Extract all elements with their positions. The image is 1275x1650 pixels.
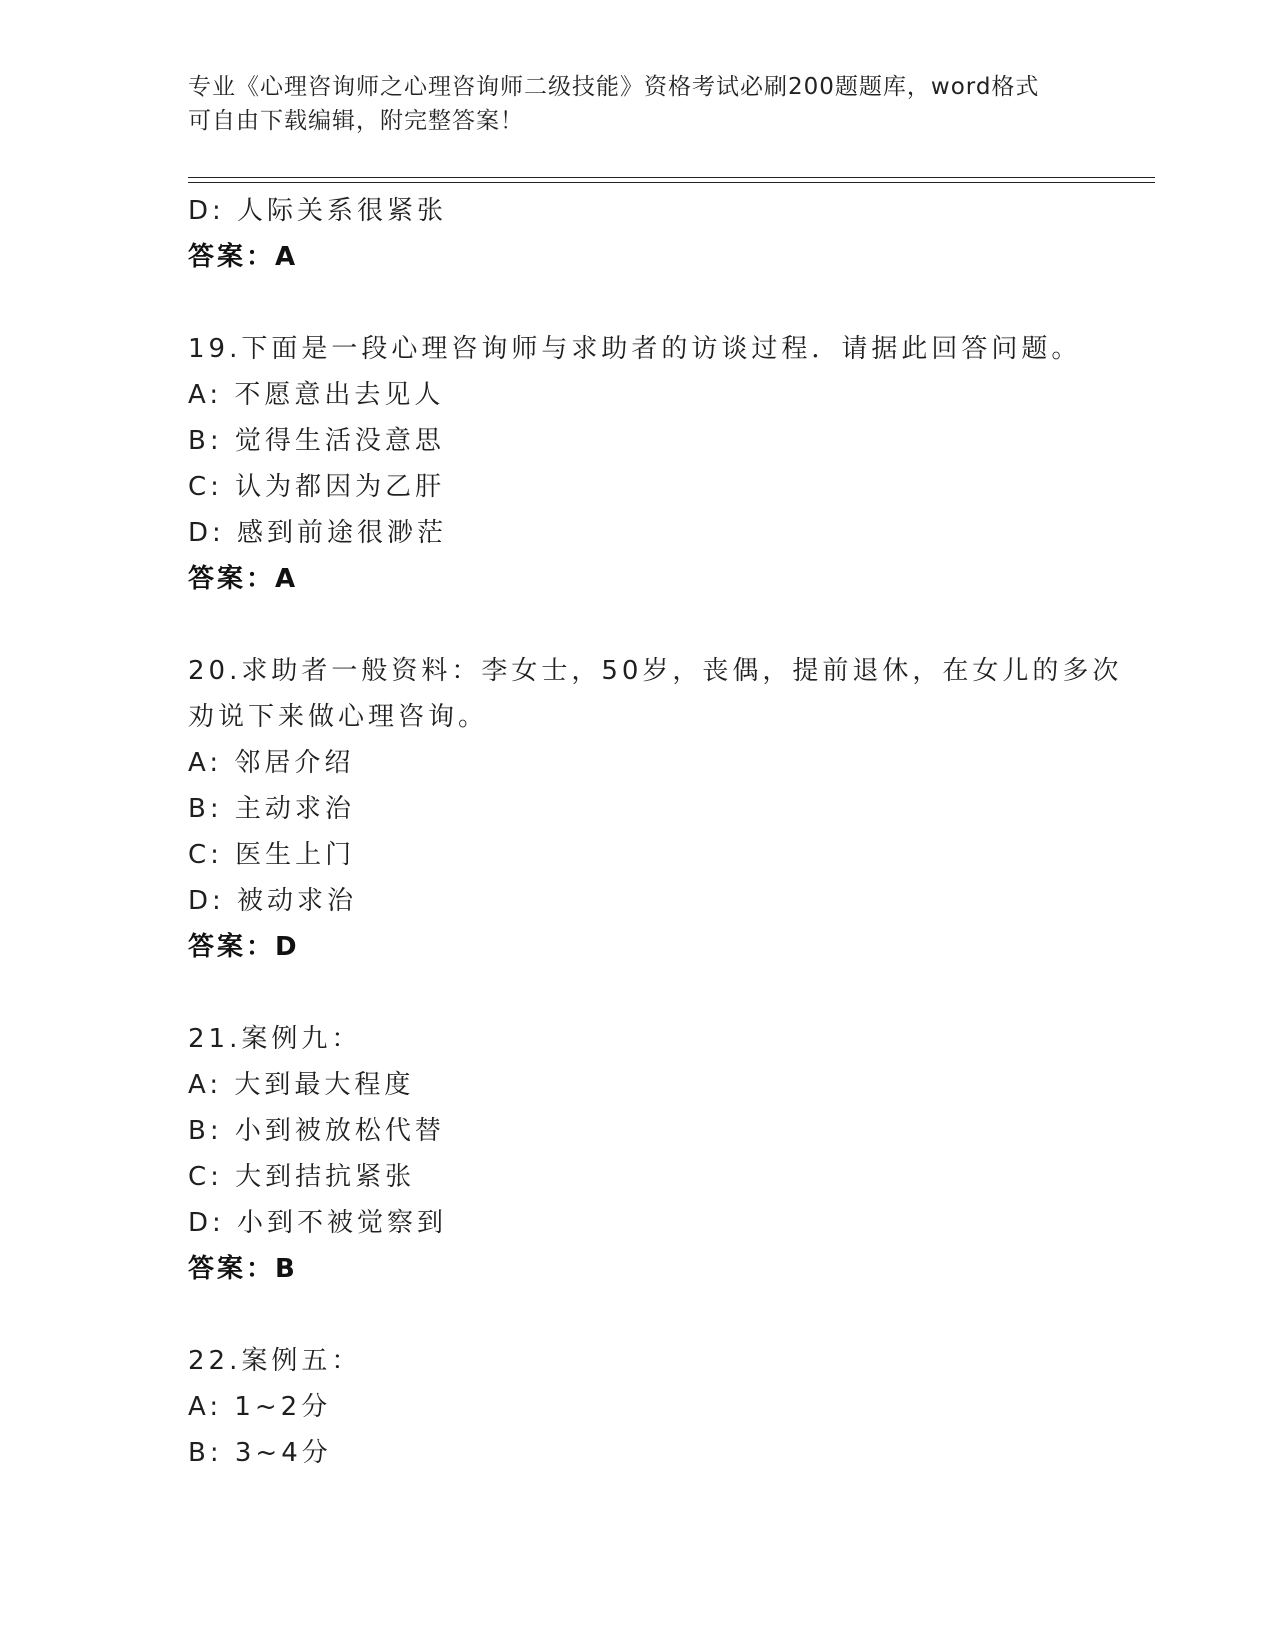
document-header bbox=[188, 70, 1088, 138]
option-d: D: 被动求治 bbox=[188, 886, 358, 916]
answer-line: 答案：A bbox=[188, 242, 299, 272]
question-stem: 22.案例五： bbox=[188, 1346, 362, 1376]
question-20 bbox=[188, 648, 1148, 970]
option-b: B: 主动求治 bbox=[188, 794, 355, 824]
question-22 bbox=[188, 1338, 1148, 1476]
question-stem: 21.案例九： bbox=[188, 1024, 362, 1054]
answer-line: 答案：B bbox=[188, 1254, 298, 1284]
spacer bbox=[188, 602, 1148, 648]
option-a: A: 1~2分 bbox=[188, 1392, 332, 1422]
option-d: D: 人际关系很紧张 bbox=[188, 196, 448, 226]
header-divider-top bbox=[188, 177, 1155, 178]
question-stem: 19.下面是一段心理咨询师与求助者的访谈过程．请据此回答问题。 bbox=[188, 334, 1082, 364]
option-a: A: 不愿意出去见人 bbox=[188, 380, 445, 410]
header-divider-bottom bbox=[188, 182, 1155, 183]
header-title-line-1: 专业《心理咨询师之心理咨询师二级技能》资格考试必刷200题题库，word格式 bbox=[188, 74, 1040, 100]
spacer bbox=[188, 970, 1148, 1016]
question-21 bbox=[188, 1016, 1148, 1292]
option-a: A: 大到最大程度 bbox=[188, 1070, 415, 1100]
option-b: B: 觉得生活没意思 bbox=[188, 426, 445, 456]
option-b: B: 3~4分 bbox=[188, 1438, 332, 1468]
question-stem: 20.求助者一般资料：李女士，50岁，丧偶，提前退休，在女儿的多次 bbox=[188, 656, 1123, 686]
option-a: A: 邻居介绍 bbox=[188, 748, 355, 778]
option-c: C: 医生上门 bbox=[188, 840, 356, 870]
spacer bbox=[188, 280, 1148, 326]
spacer bbox=[188, 1292, 1148, 1338]
answer-line: 答案：A bbox=[188, 564, 299, 594]
header-title-line-2: 可自由下载编辑，附完整答案！ bbox=[188, 108, 524, 134]
option-b: B: 小到被放松代替 bbox=[188, 1116, 445, 1146]
option-c: C: 大到拮抗紧张 bbox=[188, 1162, 416, 1192]
question-list bbox=[188, 188, 1148, 1476]
answer-line: 答案：D bbox=[188, 932, 300, 962]
option-d: D: 小到不被觉察到 bbox=[188, 1208, 448, 1238]
question-stem-continued: 劝说下来做心理咨询。 bbox=[188, 702, 489, 732]
option-c: C: 认为都因为乙肝 bbox=[188, 472, 446, 502]
question-19 bbox=[188, 326, 1148, 602]
option-d: D: 感到前途很渺茫 bbox=[188, 518, 448, 548]
